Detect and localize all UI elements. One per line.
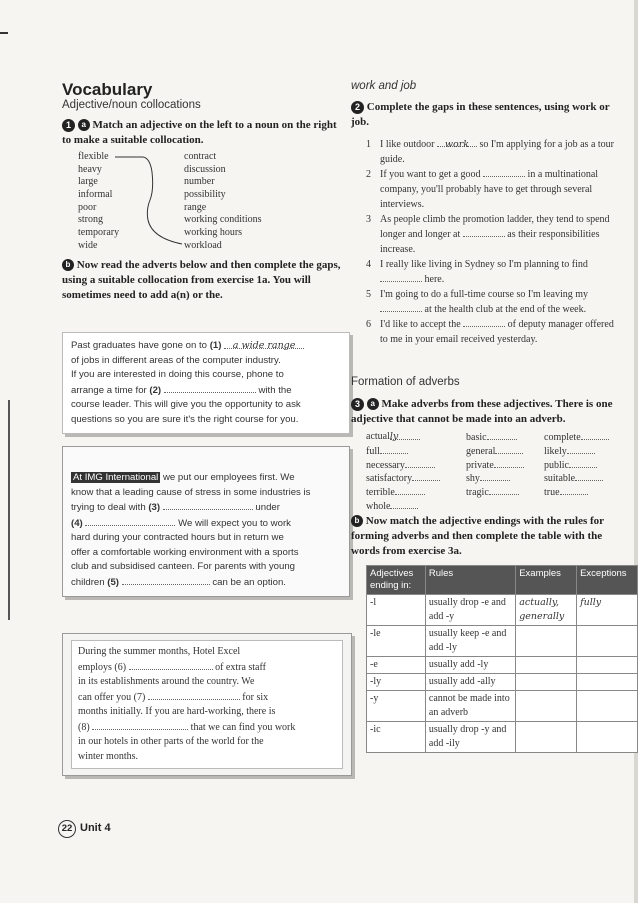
item-number: 3: [366, 214, 371, 225]
adjective-cell: [366, 444, 408, 459]
advert-text: we put our employees first. We: [163, 472, 295, 483]
handwritten-answer: ly: [389, 431, 399, 442]
adjective-item: flexible: [78, 151, 109, 162]
adjective-cell: [466, 444, 523, 459]
examples-cell[interactable]: [516, 691, 577, 722]
adjective-cell: [466, 458, 524, 473]
gap-number: (6): [114, 661, 127, 673]
handwritten-answer: work: [444, 139, 470, 150]
page-number: 22: [58, 820, 76, 838]
examples-cell[interactable]: [516, 674, 577, 691]
adjective-cell: [366, 471, 440, 486]
adjective-word: complete: [544, 432, 581, 443]
advert-text: employs: [78, 661, 112, 673]
exercise-part-badge: a: [78, 119, 90, 131]
item-text: at the health club at the end of the week.: [424, 304, 587, 315]
adjective-cell: [466, 430, 517, 445]
adjective-word: true: [544, 487, 560, 499]
advert-text: questions so you are sure it's the right course for you.: [71, 413, 299, 425]
advert-text: children: [71, 576, 105, 588]
noun-item: working hours: [184, 227, 243, 239]
gap-field[interactable]: [390, 499, 418, 509]
column-header: Examples: [516, 566, 577, 595]
gap-number: (2): [149, 384, 162, 396]
matching-line-drawing: [110, 152, 190, 252]
adjective-word: public: [544, 459, 569, 471]
examples-cell[interactable]: [516, 722, 577, 753]
table-row: [367, 657, 638, 674]
item-text: here.: [424, 274, 445, 285]
exercise-part-badge: b: [62, 259, 74, 271]
advert-text: arrange a time for: [71, 384, 147, 396]
gap-field[interactable]: [480, 471, 510, 481]
gap-field[interactable]: [129, 660, 213, 670]
advert-text: We will expect you to work: [178, 517, 291, 529]
exercise-number-badge: 3: [351, 398, 364, 411]
gap-field[interactable]: [412, 471, 440, 481]
advert-text: During the summer months, Hotel Excel: [78, 646, 241, 657]
item-number: 4: [366, 259, 371, 270]
exercise-2-instruction: [351, 100, 623, 130]
column-header: Adjectives ending in:: [367, 566, 426, 595]
table-row: [367, 674, 638, 691]
handwritten-answer: actually,: [519, 597, 559, 608]
table-header-row: [367, 566, 638, 595]
gap-field[interactable]: [122, 575, 210, 585]
gap-field[interactable]: [567, 444, 595, 454]
gap-field[interactable]: [380, 302, 422, 312]
gap-number: (3): [148, 502, 161, 513]
gap-number: (7): [133, 691, 146, 703]
adjective-word: suitable: [544, 473, 576, 485]
item-text: in a multinational company, you'll probably have to get through several interviews.: [380, 169, 599, 210]
column-header: Exceptions: [577, 566, 638, 595]
adjective-word: tragic: [466, 487, 489, 499]
item-number: 5: [366, 289, 371, 300]
adjective-cell: [366, 430, 420, 444]
exceptions-cell[interactable]: [577, 722, 638, 753]
advert-hotel-excel: [62, 633, 352, 776]
exceptions-cell[interactable]: [577, 595, 638, 626]
gap-number: (8): [78, 721, 90, 733]
advert-text: in its establishments around the country. We: [78, 676, 255, 687]
handwritten-answer: generally: [519, 611, 565, 622]
gap-field[interactable]: [495, 444, 523, 454]
column-header: Rules: [425, 566, 515, 595]
adjective-cell: [466, 485, 519, 500]
item-text: If you want to get a good: [380, 169, 481, 180]
handwritten-answer: a wide range: [232, 340, 296, 351]
table-row: [367, 595, 638, 626]
advert-text: in our hotels in other parts of the world for the: [78, 736, 264, 747]
adjective-word: private: [466, 459, 494, 471]
table-row: [367, 722, 638, 753]
advert-text: under: [255, 502, 280, 513]
noun-item: working conditions: [184, 214, 262, 226]
adjective-cell: [544, 444, 595, 459]
adjective-item: strong: [78, 214, 103, 226]
item-text: as their responsibilities increase.: [380, 229, 600, 255]
page-edge-shadow: [634, 0, 638, 903]
gap-field[interactable]: [569, 458, 597, 468]
section-heading: Vocabulary: [62, 80, 153, 99]
exercise-2-list: [366, 137, 624, 347]
advert-text: winter months.: [78, 750, 138, 762]
item-text: of deputy manager offered to me in your email received yesterday.: [380, 319, 614, 345]
exercise-1b-instruction: [62, 258, 344, 303]
gap-field[interactable]: [405, 458, 435, 468]
advert-text: hard during your contracted hours but in return we: [71, 532, 284, 543]
handwritten-answer: fully: [580, 597, 602, 608]
adjective-cell: [544, 471, 603, 486]
item-text: I'm going to do a full-time course so I'm leaving my: [380, 289, 589, 300]
advert-text: with the: [258, 384, 292, 396]
item-text: As people climb the promotion ladder, they tend to spend longer and longer at: [380, 214, 610, 240]
adjective-word: terrible: [366, 487, 395, 499]
examples-cell[interactable]: [516, 595, 577, 626]
section-heading-formation: Formation of adverbs: [351, 376, 460, 388]
adjective-cell: [366, 499, 418, 514]
adjective-item: heavy: [78, 163, 102, 175]
adjective-word: necessary: [366, 459, 405, 471]
noun-item: range: [184, 201, 207, 213]
company-name: At IMG International: [73, 472, 159, 483]
rule-cell: usually add -ly: [425, 657, 515, 674]
noun-item: contract: [184, 151, 217, 162]
adjective-item: poor: [78, 201, 97, 213]
advert-text: club and subsidised canteen. For parents with young: [71, 561, 295, 572]
advert-text: for six: [242, 691, 269, 703]
adjective-cell: [366, 458, 435, 473]
gap-field[interactable]: [575, 471, 603, 481]
gap-field[interactable]: [224, 339, 304, 349]
adjective-cell: [466, 471, 510, 486]
table-row: [367, 626, 638, 657]
exceptions-cell[interactable]: [577, 657, 638, 674]
noun-list: [184, 151, 262, 253]
gap-field[interactable]: [581, 430, 609, 440]
adjective-word: basic: [466, 432, 487, 443]
item-text: I like outdoor: [380, 139, 435, 150]
instruction-text: Now read the adverts below and then complete the gaps, using a suitable collocation from exercise 1a. You will sometimes need to add a(n) or the.: [62, 259, 341, 301]
rule-cell: usually add -ally: [425, 674, 515, 691]
adjective-item: large: [78, 176, 98, 188]
exceptions-cell[interactable]: [577, 626, 638, 657]
gap-field[interactable]: [92, 720, 188, 730]
rule-cell: usually drop -y and add -ily: [425, 722, 515, 753]
gap-field[interactable]: [483, 167, 525, 177]
section-subheading: Adjective/noun collocations: [62, 99, 201, 111]
gap-field[interactable]: [494, 458, 524, 468]
adjective-item: temporary: [78, 227, 120, 239]
adjective-word: whole: [366, 501, 391, 512]
adjective-cell: [544, 430, 609, 445]
item-text: I really like living in Sydney so I'm planning to find: [380, 259, 588, 270]
gap-field[interactable]: [489, 485, 519, 495]
advert-text: course leader. This will give you the opportunity to ask: [71, 399, 301, 410]
adjective-word: actual: [366, 431, 390, 442]
gap-field[interactable]: [380, 272, 422, 282]
exercise-part-badge: a: [367, 398, 379, 410]
adjective-cell: [366, 485, 425, 500]
adjective-word: full: [366, 445, 380, 457]
list-item: [366, 137, 624, 167]
noun-item: workload: [184, 239, 222, 251]
gap-number: (4): [71, 517, 83, 529]
examples-cell[interactable]: [516, 626, 577, 657]
item-number: 1: [366, 139, 371, 150]
gap-number: (5): [107, 576, 120, 588]
exercise-1a-instruction: [62, 118, 344, 148]
advert-text: trying to deal with: [71, 502, 146, 513]
gap-field[interactable]: [148, 690, 240, 700]
adverb-rules-table: [366, 565, 638, 753]
table-row: [367, 691, 638, 722]
advert-text: can offer you: [78, 691, 132, 703]
gap-field[interactable]: [437, 137, 477, 150]
noun-item: possibility: [184, 189, 226, 201]
ending-cell: -ic: [367, 722, 426, 753]
page-footer: [58, 820, 111, 838]
rule-cell: usually drop -e and add -y: [425, 595, 515, 626]
list-item: [366, 167, 624, 212]
advert-text: Past graduates have gone on to: [71, 340, 208, 351]
adjective-cell: [544, 458, 597, 473]
advert-text: know that a leading cause of stress in some industries is: [71, 486, 311, 498]
section-heading-work-job: work and job: [351, 80, 417, 92]
noun-item: discussion: [184, 163, 226, 175]
ending-cell: -y: [367, 691, 426, 722]
exceptions-cell[interactable]: [577, 674, 638, 691]
advert-text: that we can find you work: [190, 721, 296, 733]
advert-course: [62, 332, 350, 434]
advert-text: If you are interested in doing this course, phone to: [71, 369, 284, 380]
list-item: [366, 317, 624, 347]
adjective-word: likely: [544, 445, 567, 457]
gap-field[interactable]: [163, 500, 253, 510]
gap-field[interactable]: [463, 227, 505, 237]
exercise-part-badge: b: [351, 515, 363, 527]
advert-text: of extra staff: [215, 661, 266, 673]
advert-inner: [71, 640, 343, 769]
adjective-item: wide: [78, 239, 98, 251]
item-text: I'd like to accept the: [380, 319, 461, 330]
list-item: [366, 257, 624, 287]
exercise-3a-instruction: [351, 397, 623, 427]
item-number: 2: [366, 169, 371, 180]
instruction-text: Match an adjective on the left to a noun on the right to make a suitable collocation.: [62, 119, 337, 146]
gap-number: (1): [209, 340, 222, 351]
item-text: so I'm applying for a job as a tour guide.: [380, 139, 614, 165]
rule-cell: cannot be made into an adverb: [425, 691, 515, 722]
advert-text: offer a comfortable working environment with a sports: [71, 546, 299, 558]
edge-mark: [0, 32, 8, 34]
gap-field[interactable]: [487, 430, 517, 440]
gap-field[interactable]: [164, 383, 256, 393]
adjective-word: shy: [466, 473, 480, 485]
item-number: 6: [366, 319, 371, 330]
exercise-number-badge: 2: [351, 101, 364, 114]
exercise-3b-instruction: [351, 514, 623, 559]
gap-field[interactable]: [560, 485, 588, 495]
instruction-text: Now match the adjective endings with the rules for forming adverbs and then complete the table with the words from exercise 3a.: [351, 515, 604, 557]
advert-text: months initially. If you are hard-working, there is: [78, 706, 276, 717]
advert-text: can be an option.: [212, 576, 286, 588]
adjective-word: satisfactory: [366, 473, 413, 485]
ending-cell: -le: [367, 626, 426, 657]
adjective-item: informal: [78, 189, 113, 201]
exercise-number-badge: 1: [62, 119, 75, 132]
list-item: [366, 212, 624, 257]
noun-item: number: [184, 176, 215, 188]
gap-field[interactable]: [85, 516, 175, 526]
gap-field[interactable]: [380, 444, 408, 454]
examples-cell[interactable]: [516, 657, 577, 674]
ending-cell: -l: [367, 595, 426, 626]
rule-cell: usually keep -e and add -ly: [425, 626, 515, 657]
gap-field[interactable]: [390, 430, 420, 440]
instruction-text: Complete the gaps in these sentences, using work or job.: [351, 101, 610, 128]
gap-field[interactable]: [395, 485, 425, 495]
advert-text: of jobs in different areas of the computer industry.: [71, 354, 281, 366]
instruction-text: Make adverbs from these adjectives. There is one adjective that cannot be made into an adverb.: [351, 398, 613, 425]
ending-cell: -ly: [367, 674, 426, 691]
adjective-cell: [544, 485, 588, 500]
ending-cell: -e: [367, 657, 426, 674]
advert-img-international: [62, 446, 350, 597]
unit-label: Unit 4: [80, 822, 111, 834]
exceptions-cell[interactable]: [577, 691, 638, 722]
gap-field[interactable]: [463, 317, 505, 327]
binding-line: [8, 400, 10, 620]
adjective-word: general: [466, 445, 496, 457]
list-item: [366, 287, 624, 317]
